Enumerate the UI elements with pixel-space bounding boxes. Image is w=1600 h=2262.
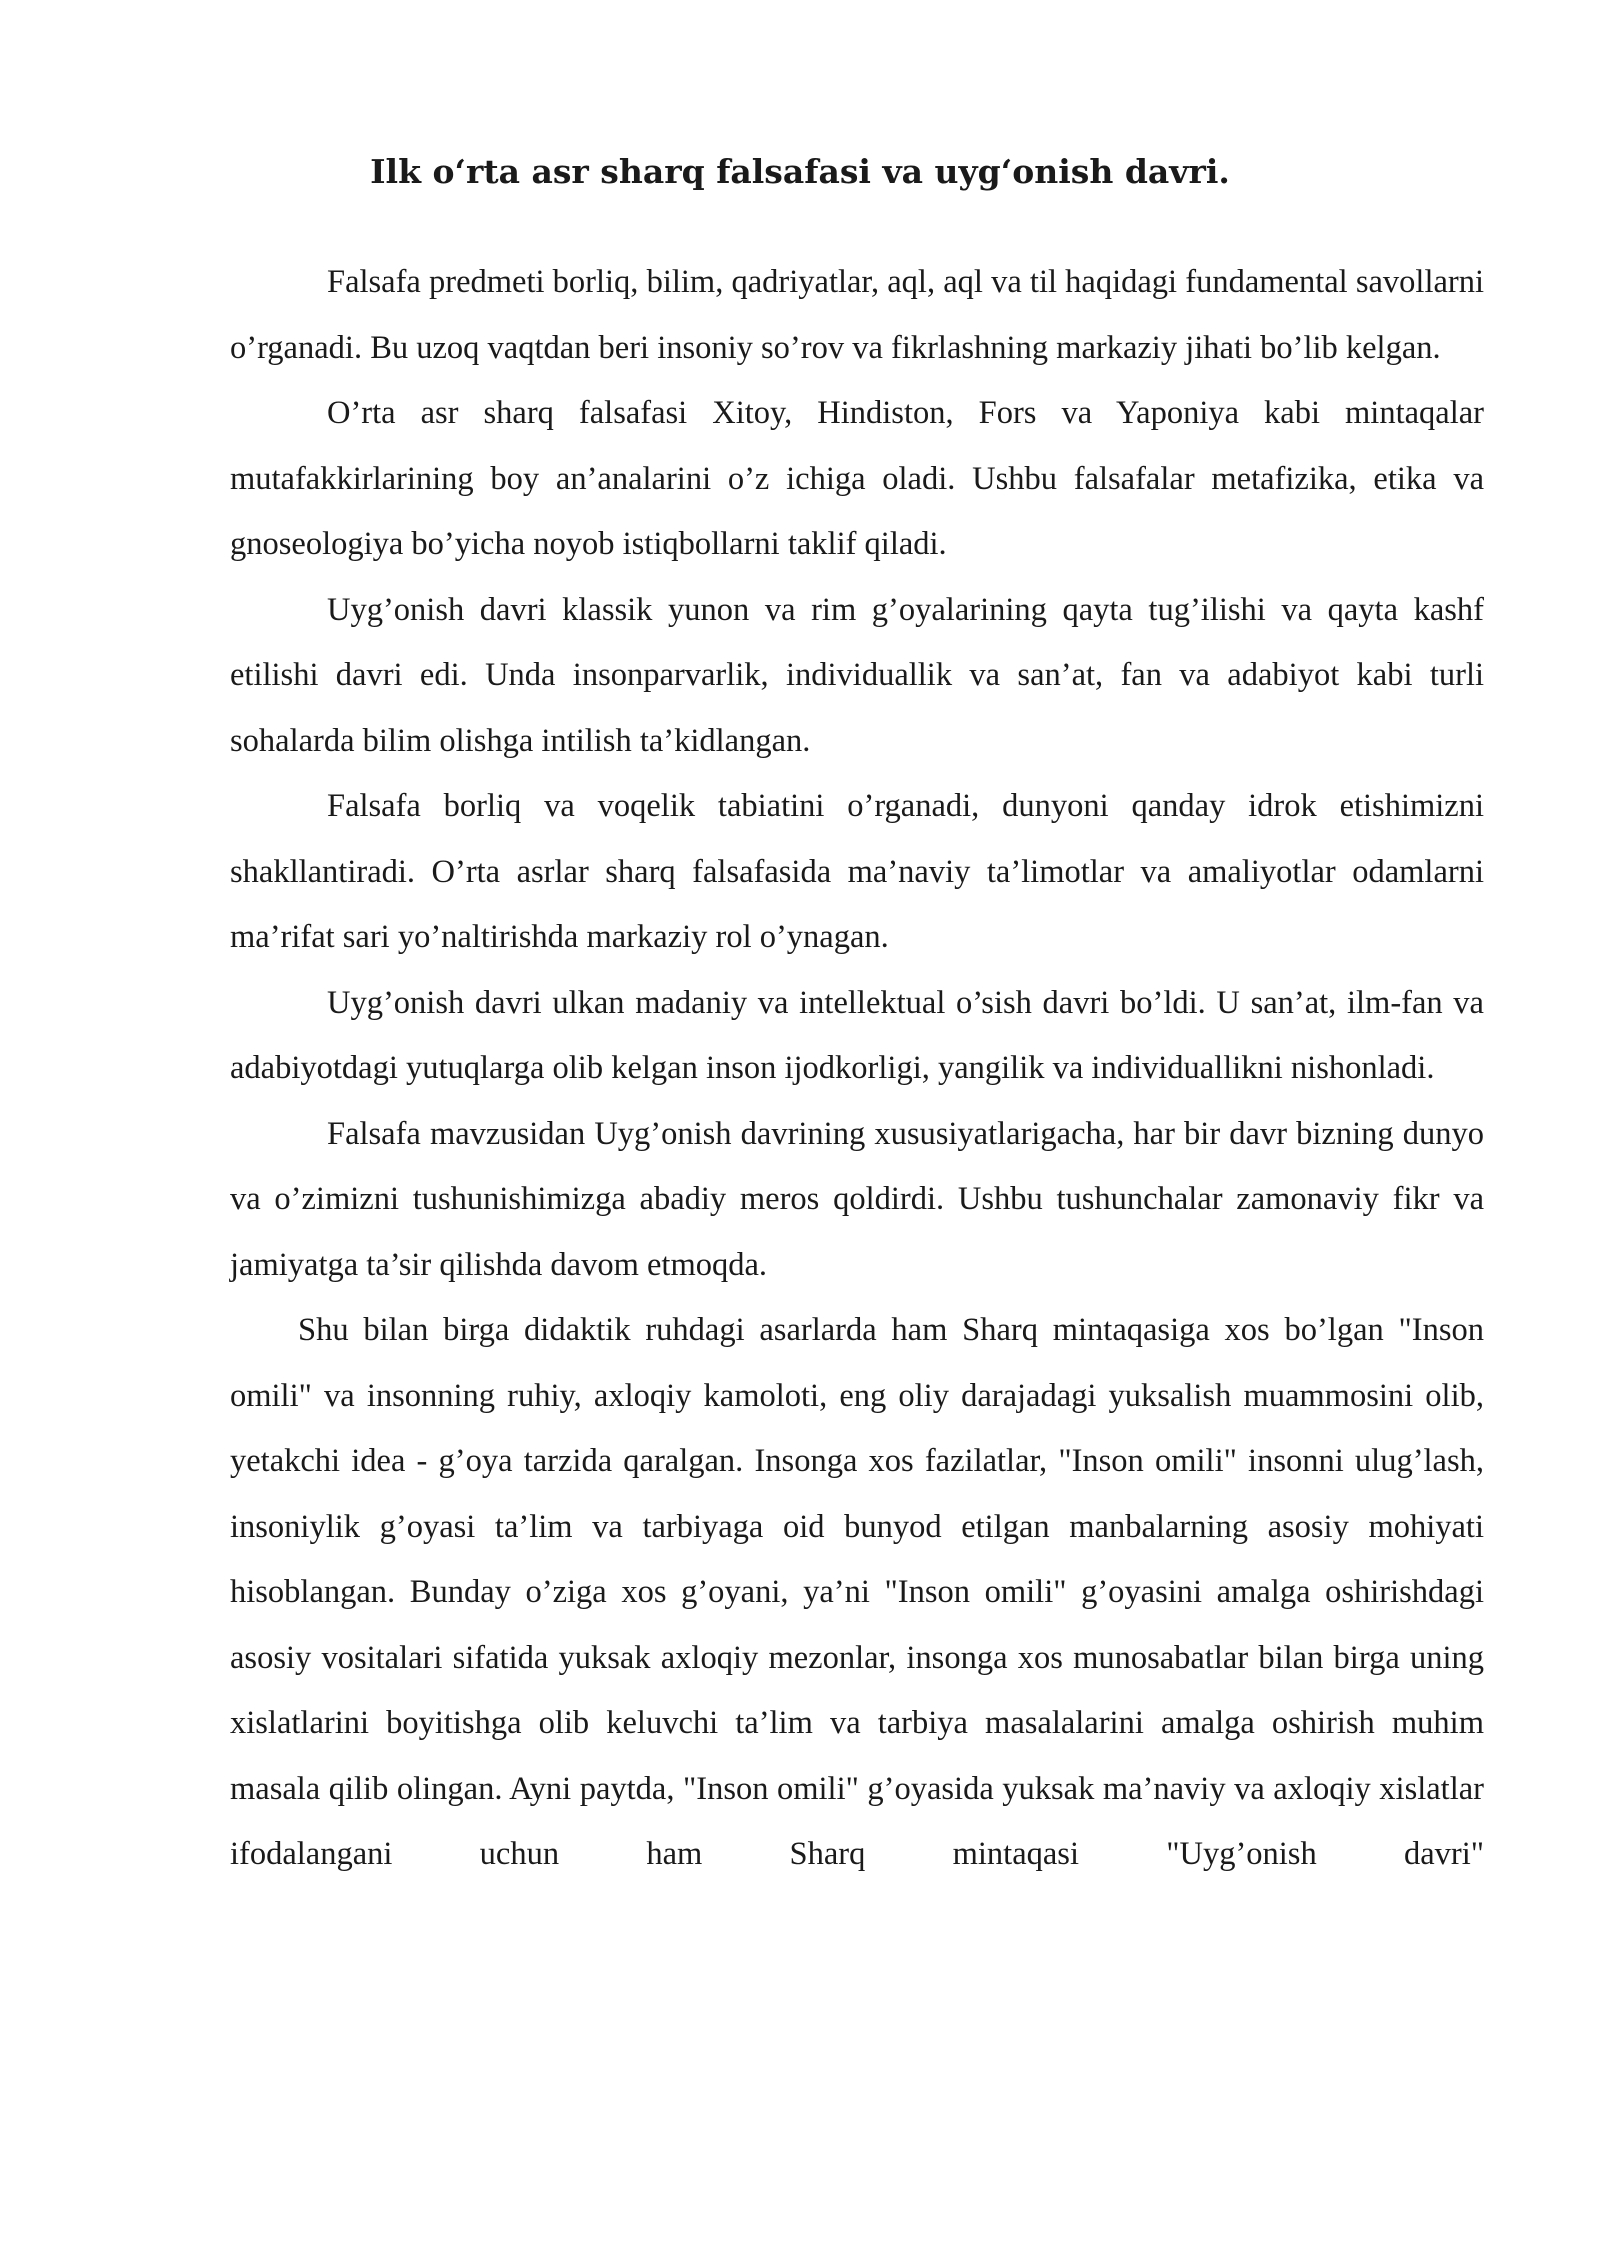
paragraph: O’rta asr sharq falsafasi Xitoy, Hindiston, Fors va Yaponiya kabi mintaqalar mutafakkirlarining boy an’analarini o’z ichiga oladi. Ushbu falsafalar metafizika, etika va gnoseologiya bo’yicha noyob istiqbollarni taklif qiladi. xyxy=(230,395,1484,562)
paragraph: Uyg’onish davri klassik yunon va rim g’oyalarining qayta tug’ilishi va qayta kashf etilishi davri edi. Unda insonparvarlik, individuallik va san’at, fan va adabiyot kabi turli sohalarda bilim olishga intilish ta’kidlangan. xyxy=(230,591,1484,759)
paragraph: Shu bilan birga didaktik ruhdagi asarlarda ham Sharq mintaqasiga xos bo’lgan "Inson omili" va insonning ruhiy, axloqiy kamoloti, eng oliy darajadagi yuksalish muammosini olib, yetakchi idea - g’oya tarzida qaralgan. Insonga xos fazilatlar, "Inson omili" insonni ulug’lash, insoniylik g’oyasi ta’lim va tarbiyaga oid bunyod etilgan manbalarning asosiy mohiyati hisoblangan. Bunday o’ziga xos g’oyani, ya’ni "Inson omili" g’oyasini amalga oshirishdagi asosiy vositalari sifatida yuksak axloqiy mezonlar, insonga xos munosabatlar bilan birga uning xislatlarini boyitishga olib keluvchi ta’lim va tarbiya masalalarini amalga oshirish muhim masala qilib olingan. Ayni paytda, "Inson omili" g’oyasida yuksak ma’naviy va axloqiy xislatlar ifodalangani uchun ham Sharq mintaqasi "Uyg’onish davri" xyxy=(230,1312,1484,1872)
document-title: Ilk oʻrta asr sharq falsafasi va uygʻonish davri. xyxy=(370,152,1230,191)
paragraph: Falsafa predmeti borliq, bilim, qadriyatlar, aql, aql va til haqidagi fundamental savollarni o’rganadi. Bu uzoq vaqtdan beri insoniy so’rov va fikrlashning markaziy jihati bo’lib kelgan. xyxy=(230,264,1484,366)
document-body xyxy=(230,250,1484,1888)
paragraph: Falsafa mavzusidan Uyg’onish davrining xususiyatlarigacha, har bir davr bizning dunyo va o’zimizni tushunishimizga abadiy meros qoldirdi. Ushbu tushunchalar zamonaviy fikr va jamiyatga ta’sir qilishda davom etmoqda. xyxy=(230,1115,1484,1283)
paragraph: Uyg’onish davri ulkan madaniy va intellektual o’sish davri bo’ldi. U san’at, ilm-fan va adabiyotdagi yutuqlarga olib kelgan inson ijodkorligi, yangilik va individuallikni nishonladi. xyxy=(230,984,1484,1086)
paragraph: Falsafa borliq va voqelik tabiatini o’rganadi, dunyoni qanday idrok etishimizni shakllantiradi. O’rta asrlar sharq falsafasida ma’naviy ta’limotlar va amaliyotlar odamlarni ma’rifat sari yo’naltirishda markaziy rol o’ynagan. xyxy=(230,788,1484,955)
